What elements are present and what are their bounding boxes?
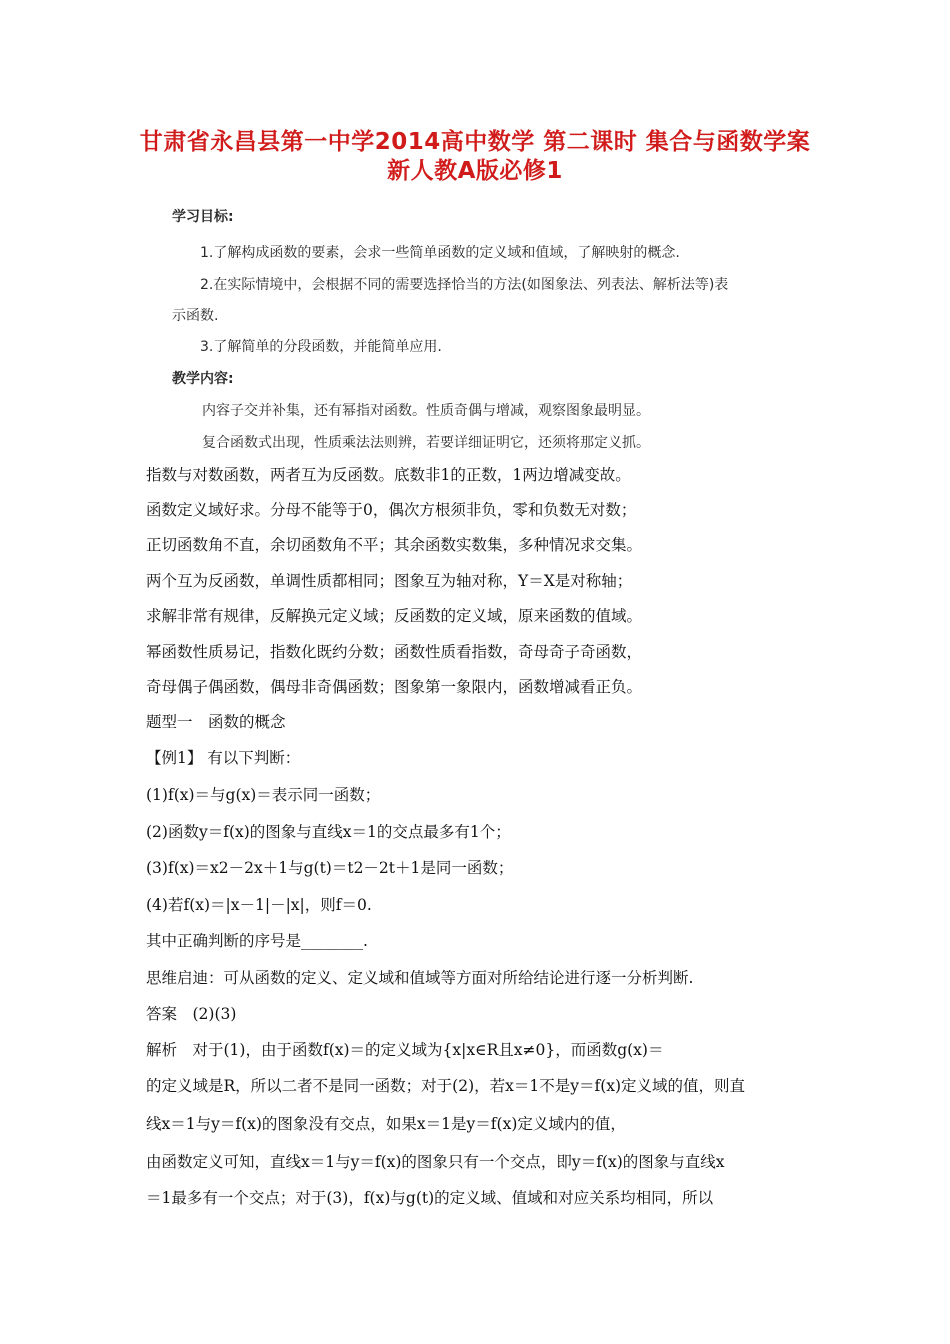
- body-line: 正切函数角不直，余切函数角不平；其余函数实数集，多种情况求交集。: [146, 536, 643, 554]
- body-line: 思维启迪：可从函数的定义、定义域和值域等方面对所给结论进行逐一分析判断.: [146, 969, 694, 987]
- body-line: (1)f(x)＝与g(x)＝表示同一函数；: [146, 786, 381, 804]
- body-line: (3)f(x)＝x2－2x＋1与g(t)＝t2－2t＋1是同一函数；: [146, 859, 514, 877]
- section-heading: 题型一 函数的概念: [146, 713, 286, 731]
- body-line: 线x＝1与y＝f(x)的图象没有交点，如果x＝1是y＝f(x)定义域内的值，: [146, 1115, 626, 1133]
- objective-item: 3.了解简单的分段函数，并能简单应用.: [200, 339, 442, 355]
- objective-item: 2.在实际情境中，会根据不同的需要选择恰当的方法(如图象法、列表法、解析法等)表: [200, 277, 729, 293]
- example-label: 【例1】 有以下判断：: [146, 749, 301, 767]
- objective-item: 示函数.: [172, 308, 219, 324]
- body-line: ＝1最多有一个交点；对于(3)，f(x)与g(t)的定义域、值域和对应关系均相同，所以: [146, 1189, 714, 1207]
- teaching-item: 内容子交并补集，还有幂指对函数。性质奇偶与增减，观察图象最明显。: [202, 403, 650, 419]
- objective-item: 1.了解构成函数的要素，会求一些简单函数的定义域和值域，了解映射的概念.: [200, 245, 680, 261]
- document-title-line2: 新人教A版必修1: [387, 158, 563, 184]
- body-line: 由函数定义可知，直线x＝1与y＝f(x)的图象只有一个交点，即y＝f(x)的图象与直线x: [146, 1153, 725, 1171]
- body-line: 函数定义域好求。分母不能等于0，偶次方根须非负，零和负数无对数；: [146, 501, 637, 519]
- objectives-heading: 学习目标:: [172, 209, 234, 225]
- body-line: 幂函数性质易记，指数化既约分数；函数性质看指数，奇母奇子奇函数，: [146, 643, 643, 661]
- body-line: 两个互为反函数，单调性质都相同；图象互为轴对称，Y＝X是对称轴；: [146, 572, 633, 590]
- body-line: 其中正确判断的序号是________.: [146, 932, 368, 950]
- teaching-item: 复合函数式出现，性质乘法法则辨，若要详细证明它，还须将那定义抓。: [202, 435, 650, 451]
- teaching-heading: 教学内容:: [172, 371, 234, 387]
- analysis-line: 解析 对于(1)，由于函数f(x)＝的定义域为{x|x∈R且x≠0}，而函数g(x)＝: [146, 1041, 664, 1059]
- document-title-line1: 甘肃省永昌县第一中学2014高中数学 第二课时 集合与函数学案: [139, 129, 811, 155]
- body-line: 奇母偶子偶函数，偶母非奇偶函数；图象第一象限内，函数增减看正负。: [146, 678, 643, 696]
- body-line: 指数与对数函数，两者互为反函数。底数非1的正数，1两边增减变故。: [146, 466, 631, 484]
- body-line: (2)函数y＝f(x)的图象与直线x＝1的交点最多有1个；: [146, 823, 511, 841]
- body-line: 的定义域是R，所以二者不是同一函数；对于(2)，若x＝1不是y＝f(x)定义域的值，则直: [146, 1077, 746, 1095]
- scanned-objectives-image: [160, 198, 760, 453]
- body-line: 求解非常有规律，反解换元定义域；反函数的定义域，原来函数的值域。: [146, 607, 643, 625]
- answer-line: 答案 (2)(3): [146, 1005, 237, 1023]
- body-line: (4)若f(x)＝|x－1|－|x|，则f＝0.: [146, 896, 372, 914]
